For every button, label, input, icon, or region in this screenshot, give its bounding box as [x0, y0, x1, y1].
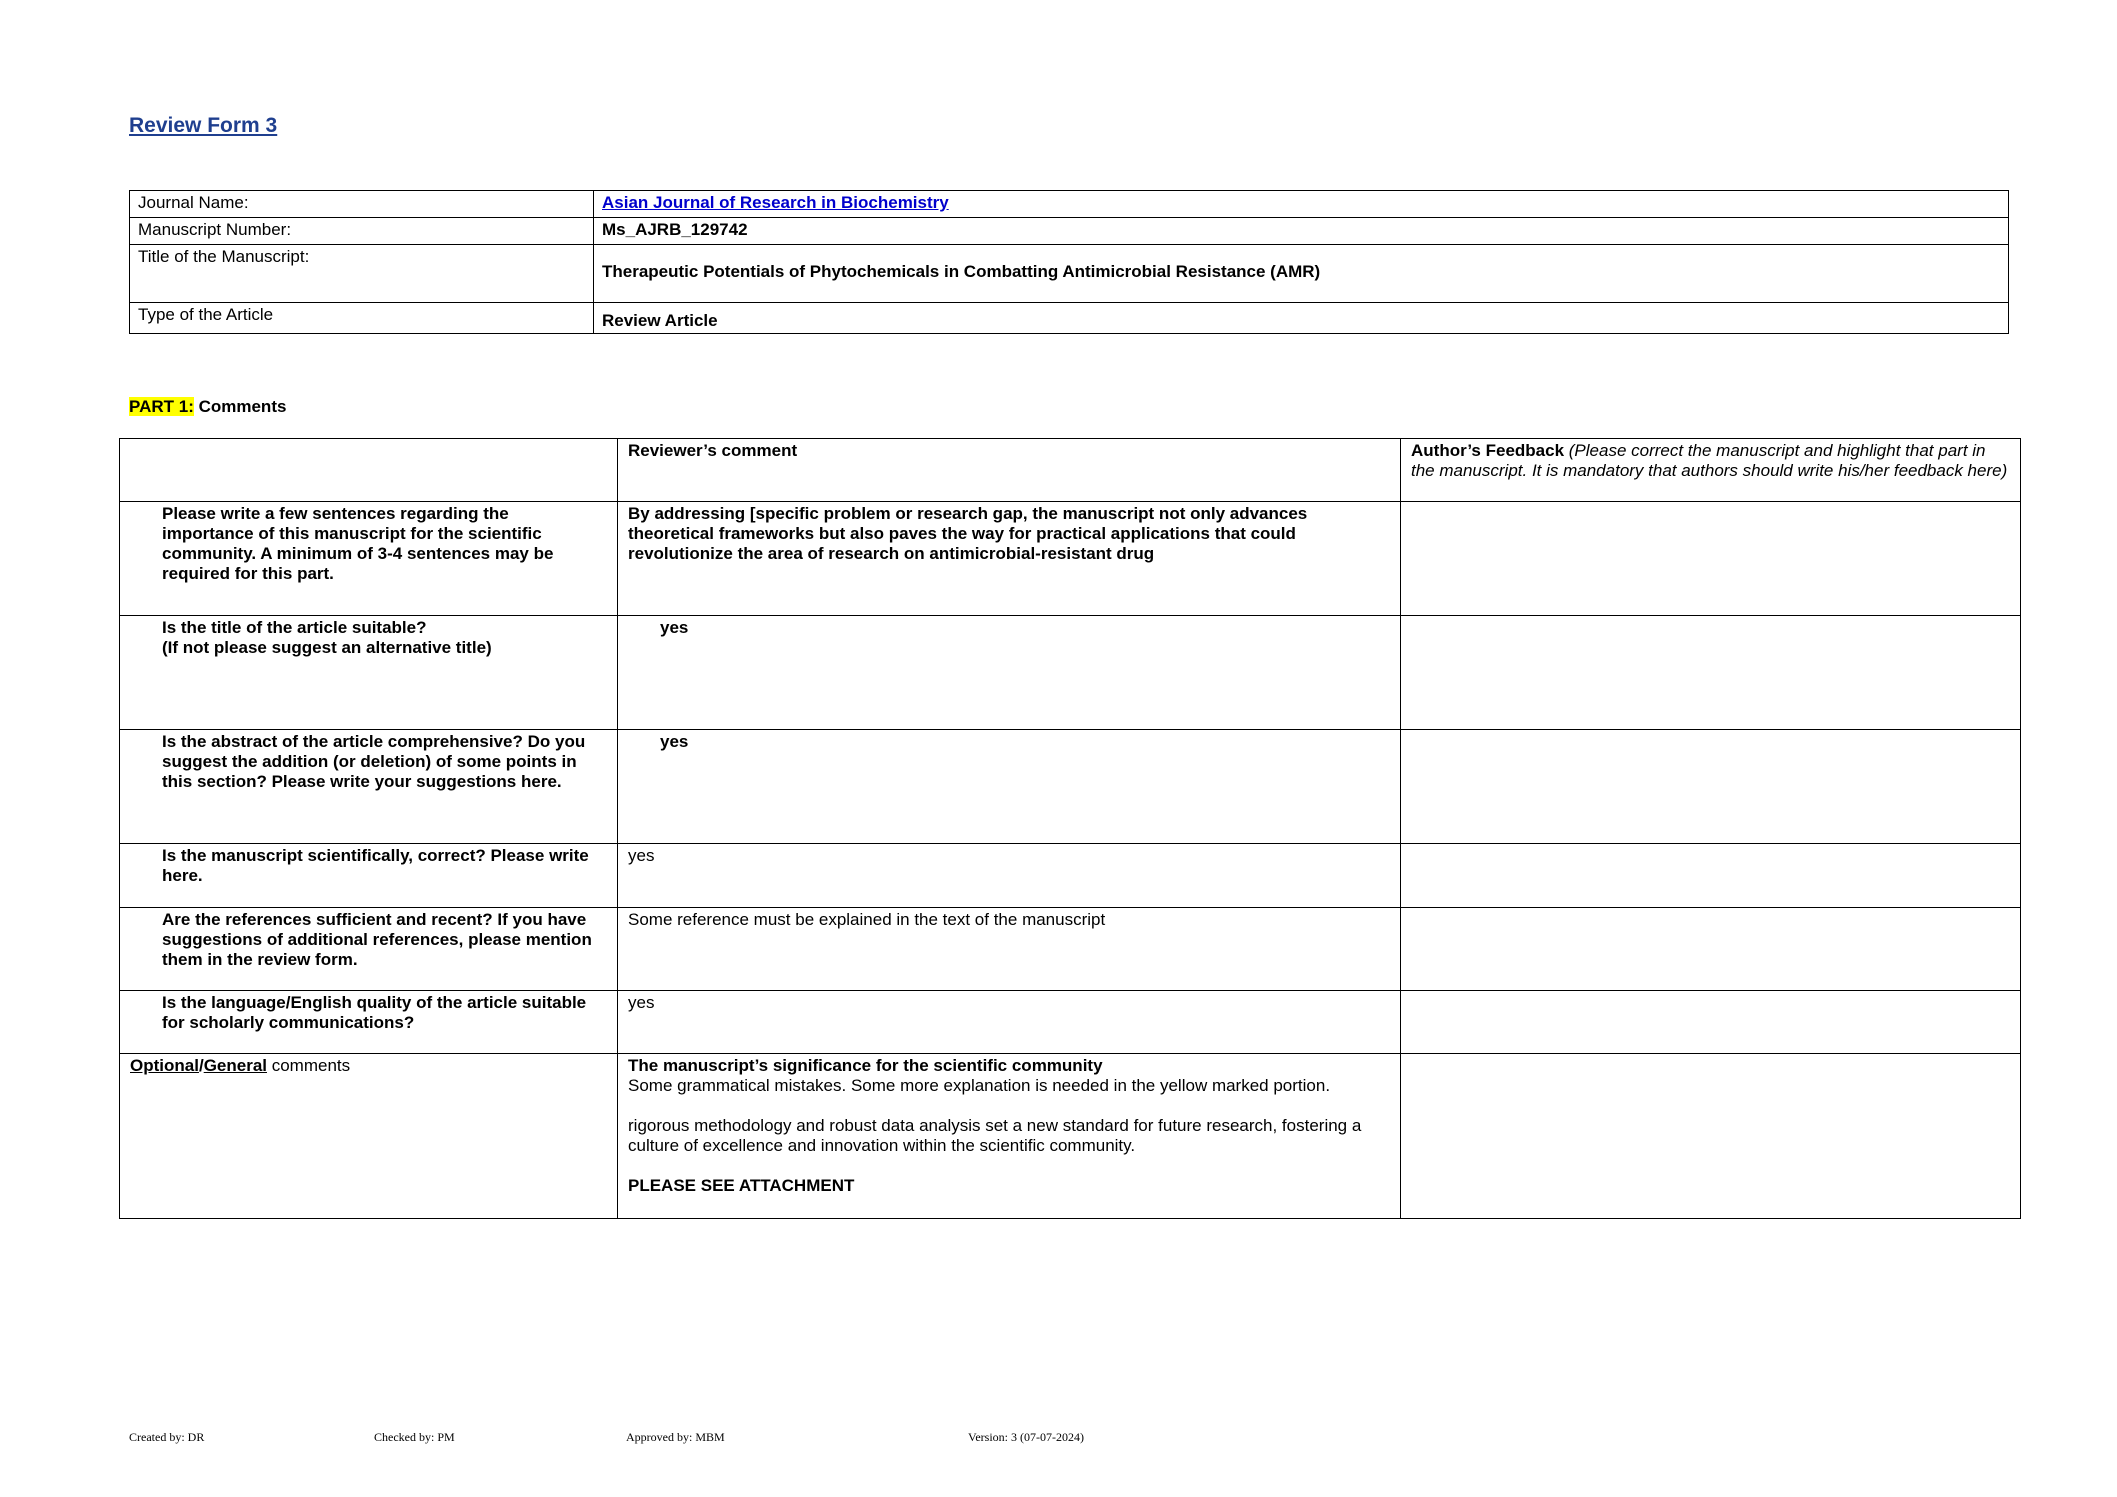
optional-comments-answer[interactable] — [618, 1054, 1401, 1219]
part1-heading-rest: Comments — [193, 397, 287, 416]
comment-row — [120, 730, 2021, 844]
comments-label: comments — [267, 1056, 351, 1075]
answer-references[interactable]: Some reference must be explained in the text of the manuscript — [618, 908, 1401, 991]
significance-heading: The manuscript’s significance for the scientific community — [628, 1056, 1103, 1075]
page-title: Review Form 3 — [129, 114, 278, 137]
footer-checked-by: Checked by: PM — [374, 1430, 455, 1444]
manuscript-title-label: Title of the Manuscript: — [130, 245, 594, 303]
reviewer-comment-header: Reviewer’s comment — [618, 439, 1401, 502]
answer-title[interactable]: yes — [618, 616, 1401, 730]
optional-general-label — [120, 1054, 618, 1219]
question-abstract: Is the abstract of the article comprehensive? Do you suggest the addition (or deletion) of some points in this section? Please write your suggestions here. — [120, 730, 618, 844]
question-references: Are the references sufficient and recent? If you have suggestions of additional references, please mention them in the review form. — [120, 908, 618, 991]
footer-version: Version: 3 (07-07-2024) — [968, 1430, 1084, 1444]
footer-approved-by: Approved by: MBM — [626, 1430, 725, 1444]
question-scientific: Is the manuscript scientifically, correct? Please write here. — [120, 844, 618, 908]
question-title-line2: (If not please suggest an alternative title) — [162, 638, 492, 657]
author-feedback-abstract[interactable] — [1401, 730, 2021, 844]
author-feedback-language[interactable] — [1401, 991, 2021, 1054]
manuscript-number-value: Ms_AJRB_129742 — [594, 218, 2009, 245]
answer-scientific[interactable]: yes — [618, 844, 1401, 908]
question-importance: Please write a few sentences regarding the importance of this manuscript for the scientific community. A minimum of 3-4 sentences may be required for this part. — [120, 502, 618, 616]
answer-abstract[interactable]: yes — [618, 730, 1401, 844]
question-language: Is the language/English quality of the article suitable for scholarly communications? — [120, 991, 618, 1054]
optional-comments-row — [120, 1054, 2021, 1219]
journal-name-value — [594, 191, 2009, 218]
journal-name-link[interactable]: Asian Journal of Research in Biochemistry — [602, 193, 949, 212]
question-title-line1: Is the title of the article suitable? — [162, 618, 427, 637]
author-feedback-note: (Please correct the manuscript and highlight that part in the manuscript. It is mandatory that authors should write his/her feedback here) — [1411, 441, 2008, 480]
author-feedback-references[interactable] — [1401, 908, 2021, 991]
author-feedback-optional[interactable] — [1401, 1054, 2021, 1219]
comment-row — [120, 502, 2021, 616]
optional-label: Optional — [130, 1056, 199, 1075]
question-title — [120, 616, 618, 730]
general-label: General — [203, 1056, 267, 1075]
optional-line-grammar: Some grammatical mistakes. Some more explanation is needed in the yellow marked portion. — [628, 1076, 1331, 1095]
comments-header-row — [120, 439, 2021, 502]
author-feedback-title: Author’s Feedback — [1411, 441, 1565, 460]
part1-heading — [129, 397, 286, 417]
header-empty-cell — [120, 439, 618, 502]
author-feedback-importance[interactable] — [1401, 502, 2021, 616]
see-attachment-note: PLEASE SEE ATTACHMENT — [628, 1176, 855, 1195]
manuscript-number-label: Manuscript Number: — [130, 218, 594, 245]
comment-row — [120, 908, 2021, 991]
part1-highlight: PART 1: — [129, 397, 194, 416]
author-feedback-header — [1401, 439, 2021, 502]
journal-name-label: Journal Name: — [130, 191, 594, 218]
article-type-value: Review Article — [594, 303, 2009, 334]
optional-slash: / — [198, 1056, 204, 1075]
footer-created-by: Created by: DR — [129, 1430, 205, 1444]
info-row-title — [130, 245, 2009, 303]
info-row-type — [130, 303, 2009, 334]
author-feedback-scientific[interactable] — [1401, 844, 2021, 908]
answer-importance[interactable]: By addressing [specific problem or research gap, the manuscript not only advances theoretical frameworks but also paves the way for practical applications that could revolutionize the area of research on antimicrobial-resistant drug — [618, 502, 1401, 616]
comment-row — [120, 844, 2021, 908]
info-row-journal — [130, 191, 2009, 218]
optional-line-methodology: rigorous methodology and robust data analysis set a new standard for future research, fostering a culture of excellence and innovation within the scientific community. — [628, 1116, 1362, 1155]
author-feedback-title-row[interactable] — [1401, 616, 2021, 730]
comment-row — [120, 616, 2021, 730]
info-row-manuscript — [130, 218, 2009, 245]
comments-table — [119, 438, 2021, 1219]
manuscript-title-value: Therapeutic Potentials of Phytochemicals in Combatting Antimicrobial Resistance (AMR) — [594, 245, 2009, 303]
article-type-label: Type of the Article — [130, 303, 594, 334]
answer-language[interactable]: yes — [618, 991, 1401, 1054]
comment-row — [120, 991, 2021, 1054]
manuscript-info-table — [129, 190, 2009, 334]
